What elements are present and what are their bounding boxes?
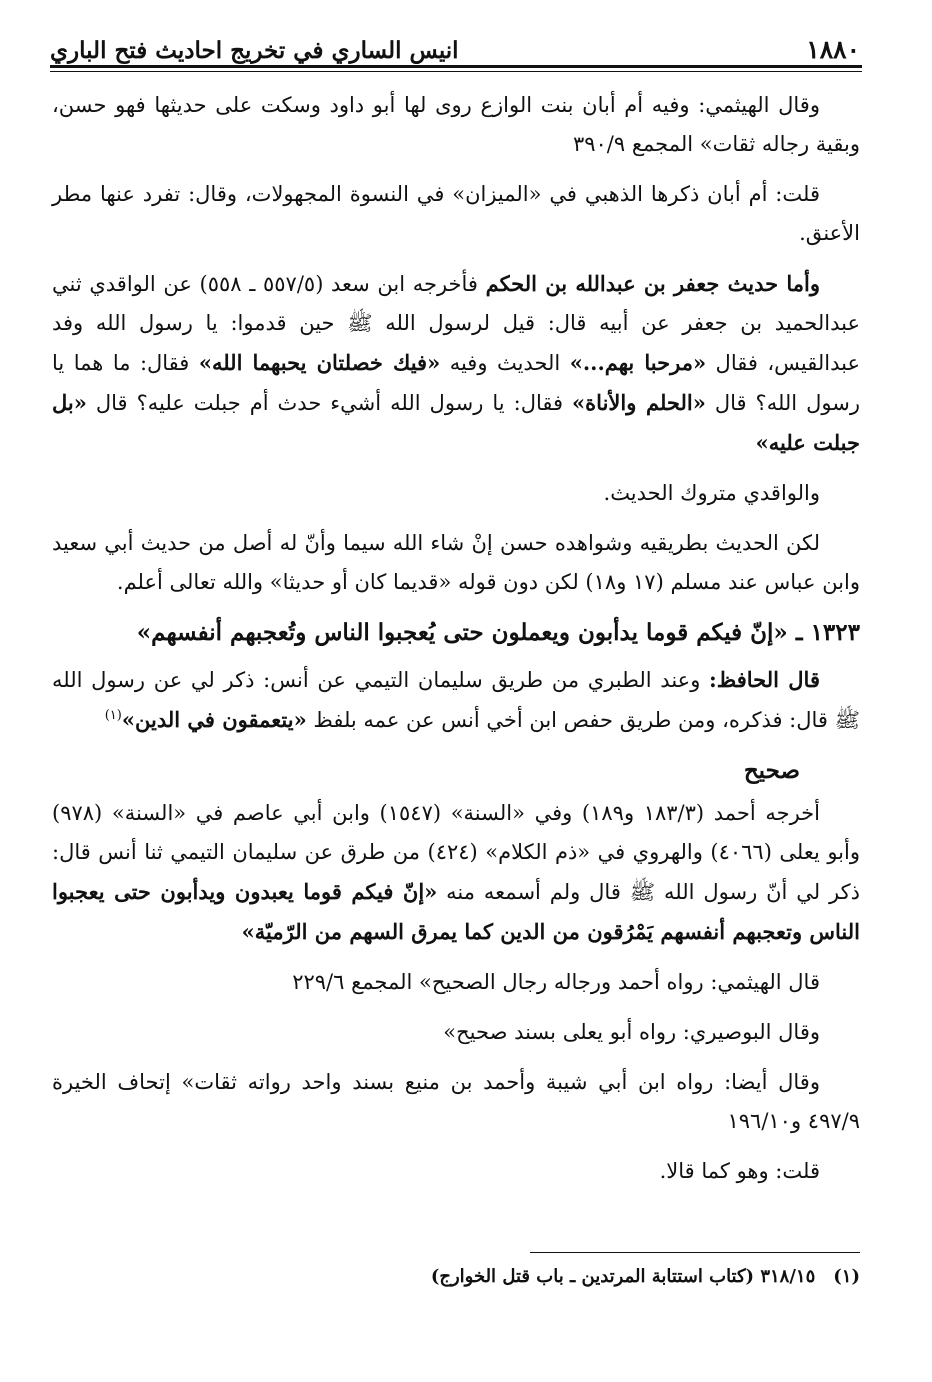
text-run: الحديث وفيه <box>440 351 570 375</box>
bold-quote: «يتعمقون في الدين» <box>121 707 307 732</box>
header-rule-thick <box>50 65 862 68</box>
bold-intro: قال الحافظ: <box>709 667 820 692</box>
footnote-ref[interactable]: (١) <box>104 708 122 723</box>
paragraph-haythami-2: قال الهيثمي: رواه أحمد ورجاله رجال الصحيح» المجمع ٢٢٩/٦ <box>292 970 820 994</box>
paragraph-conclusion: لكن الحديث بطريقيه وشواهده حسن إنْ شاء الله سيما وأنّ له أصل من حديث أبي سعيد وابن عباس عند مسلم (١٧ و١٨) لكن دون قوله «قديما كان أو حديثا» والله تعالى أعلم. <box>52 531 860 594</box>
paragraph-busiri-2: وقال أيضا: رواه ابن أبي شيبة وأحمد بن منيع بسند واحد رواته ثقات» إتحاف الخيرة ٤٩٧/٩ و١٩٦/١٠ <box>52 1070 860 1133</box>
page-body <box>52 86 860 1202</box>
text-run: أخرجه أحمد (١٨٣/٣ و١٨٩) وفي «السنة» (١٥٤٧) وابن أبي عاصم في «السنة» (٩٧٨) وأبو يعلى (٤٠٦٦) والهروي في «ذم الكلام» (٤٢٤) من طرق عن سليمان التيمي ثنا أنس قال: ذكر لي أنّ رسول الله ﷺ قال ولم أسمعه منه <box>52 801 861 904</box>
bold-quote: «الحلم والأناة» <box>572 390 706 415</box>
footnote-text: ٣١٨/١٥ (كتاب استتابة المرتدين ـ باب قتل الخوارج) <box>430 1266 816 1287</box>
paragraph-jafar-hadith <box>52 264 860 463</box>
footnote-rule <box>530 1252 860 1253</box>
bold-quote: «فيك خصلتان يحبهما الله» <box>198 350 441 375</box>
paragraph-waqidi: والواقدي متروك الحديث. <box>603 481 820 505</box>
book-title: انيس الساري في تخريج احاديث فتح الباري <box>50 37 459 64</box>
bold-quote: «مرحبا بهم...» <box>569 350 707 375</box>
bold-intro: وأما حديث جعفر بن عبدالله بن الحكم <box>485 271 820 296</box>
page-number: ١٨٨٠ <box>806 35 860 64</box>
paragraph-final-note: قلت: وهو كما قالا. <box>659 1159 820 1183</box>
text-run: فقال: ما هما يا رسول الله؟ قال <box>52 351 860 415</box>
paragraph-note-umm-aban: قلت: أم أبان ذكرها الذهبي في «الميزان» في النسوة المجهولات، وقال: تفرد عنها مطر الأعنق. <box>52 182 860 245</box>
footnote-number: (١) <box>833 1266 860 1287</box>
hadith-heading: ١٣٢٣ ـ «إنّ فيكم قوما يدأبون ويعملون حتى يُعجبوا الناس وتُعجبهم أنفسهم» <box>136 619 860 646</box>
text-run: وعند الطبري من طريق سليمان التيمي عن أنس: ذكر لي عن رسول الله ﷺ قال: فذكره، ومن طريق حفص ابن أخي أنس عن عمه بلفظ <box>52 668 860 732</box>
footnote <box>400 1262 860 1292</box>
paragraph-busiri: وقال البوصيري: رواه أبو يعلى بسند صحيح» <box>443 1020 820 1044</box>
bold-quote: «إنّ فيكم قوما يعبدون ويدأبون حتى يعجبوا الناس وتعجبهم أنفسهم يَمْرُقون من الدين كما يمرق السهم من الرّميّة» <box>52 879 860 944</box>
running-header <box>50 26 860 64</box>
paragraph-haythami: وقال الهيثمي: وفيه أم أبان بنت الوازع روى لها أبو داود وسكت على حديثها فهو حسن، وبقية رجاله ثقات» المجمع ٣٩٠/٩ <box>52 93 860 156</box>
paragraph-hafiz <box>52 660 860 740</box>
header-rule-thin <box>50 71 862 72</box>
paragraph-takhrij <box>52 794 860 952</box>
grade-label: صحيح <box>743 757 800 784</box>
text-run: فقال: يا رسول الله أشيء حدث أم جبلت عليه؟ قال <box>86 391 573 415</box>
text-run: فأخرجه ابن سعد (٥٥٧/٥ ـ ٥٥٨) عن الواقدي ثني عبدالحميد بن جعفر عن أبيه قال: قيل لرسول الله ﷺ حين قدموا: يا رسول الله وفد عبدالقيس، فقال <box>52 272 860 375</box>
bold-quote: «بل جبلت عليه» <box>52 390 860 455</box>
